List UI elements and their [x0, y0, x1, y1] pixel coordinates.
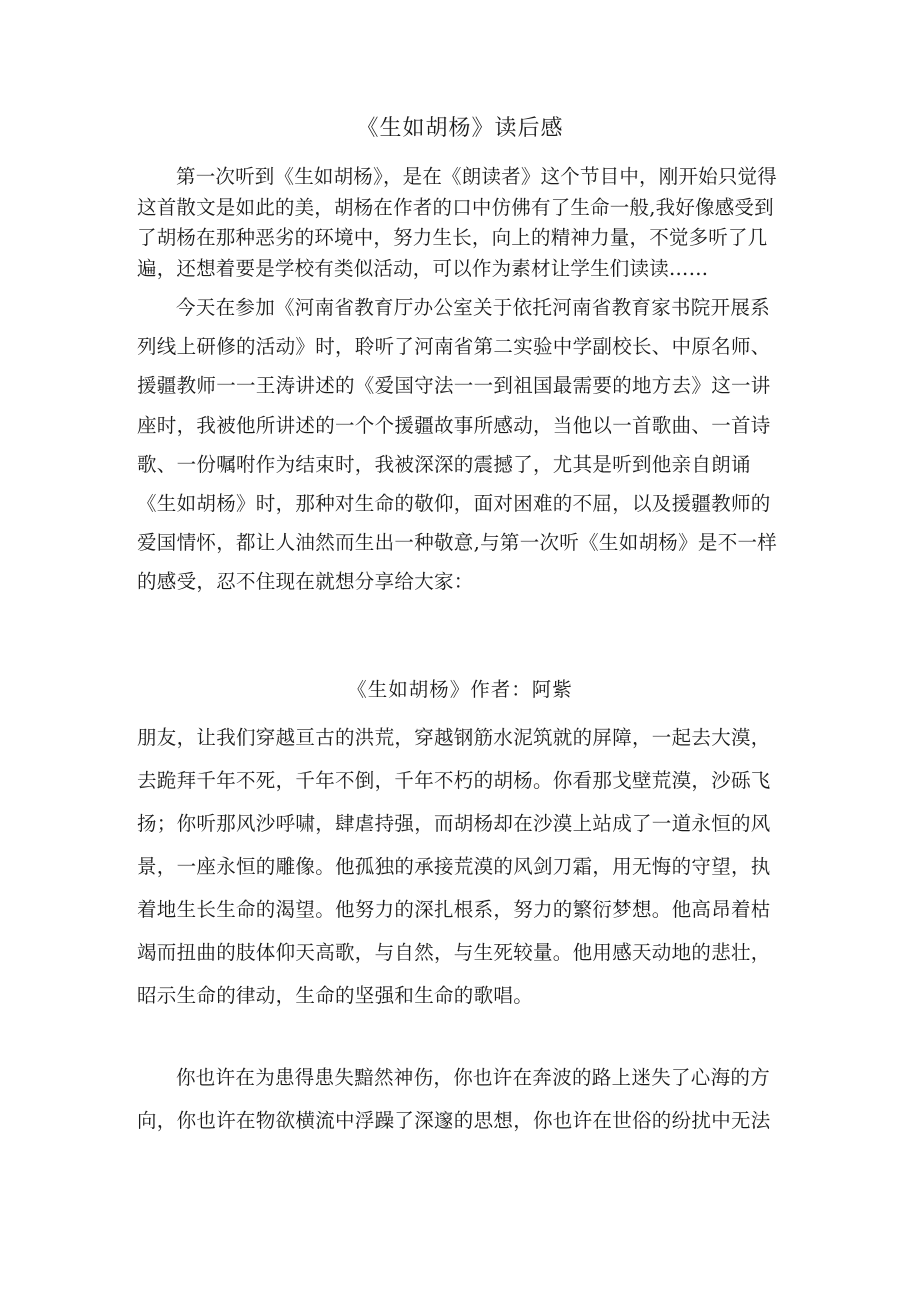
poem-paragraph-2: 你也许在为患得患失黯然神伤，你也许在奔波的路上迷失了心海的方向，你也许在物欲横流中浮躁了深邃的思想，你也许在世俗的纷扰中无法	[137, 1066, 771, 1132]
paragraph-lecture: 今天在参加《河南省教育厅办公室关于依托河南省教育家书院开展系列线上研修的活动》时，聆听了河南省第二实验中学副校长、中原名师、援疆教师一一王涛讲述的《爱国守法一一到祖国最需要的地方去》这一讲座时，我被他所讲述的一个个援疆故事所感动，当他以一首歌曲、一首诗歌、一份嘱咐作为结束时，我被深深的震撼了，尤其是听到他亲自朗诵《生如胡杨》时，那种对生命的敬仰，面对困难的不屈，以及援疆教师的爱国情怀，都让人油然而生出一种敬意,与第一次听《生如胡杨》是不一样的感受，忍不住现在就想分享给大家：	[137, 296, 778, 594]
paragraph-intro: 第一次听到《生如胡杨》，是在《朗读者》这个节目中，刚开始只觉得这首散文是如此的美，胡杨在作者的口中仿佛有了生命一般,我好像感受到了胡杨在那种恶劣的环境中，努力生长，向上的精神力量，不觉多听了几遍，还想着要是学校有类似活动，可以作为素材让学生们读读……	[137, 165, 777, 280]
poem-paragraph-1: 朋友，让我们穿越亘古的洪荒，穿越钢筋水泥筑就的屏障，一起去大漠，去跪拜千年不死，千年不倒，千年不朽的胡杨。你看那戈壁荒漠，沙砾飞扬；你听那风沙呼啸，肆虐持强，而胡杨却在沙漠上站成了一道永恒的风景，一座永恒的雕像。他孤独的承接荒漠的风剑刀霜，用无悔的守望，执着地生长生命的渴望。他努力的深扎根系，努力的繁衍梦想。他高昂着枯竭而扭曲的肢体仰天高歌，与自然，与生死较量。他用感天动地的悲壮，昭示生命的律动，生命的坚强和生命的歌唱。	[137, 726, 771, 1007]
document-title: 《生如胡杨》读后感	[356, 116, 564, 141]
poem-title: 《生如胡杨》作者：阿紫	[347, 678, 573, 701]
